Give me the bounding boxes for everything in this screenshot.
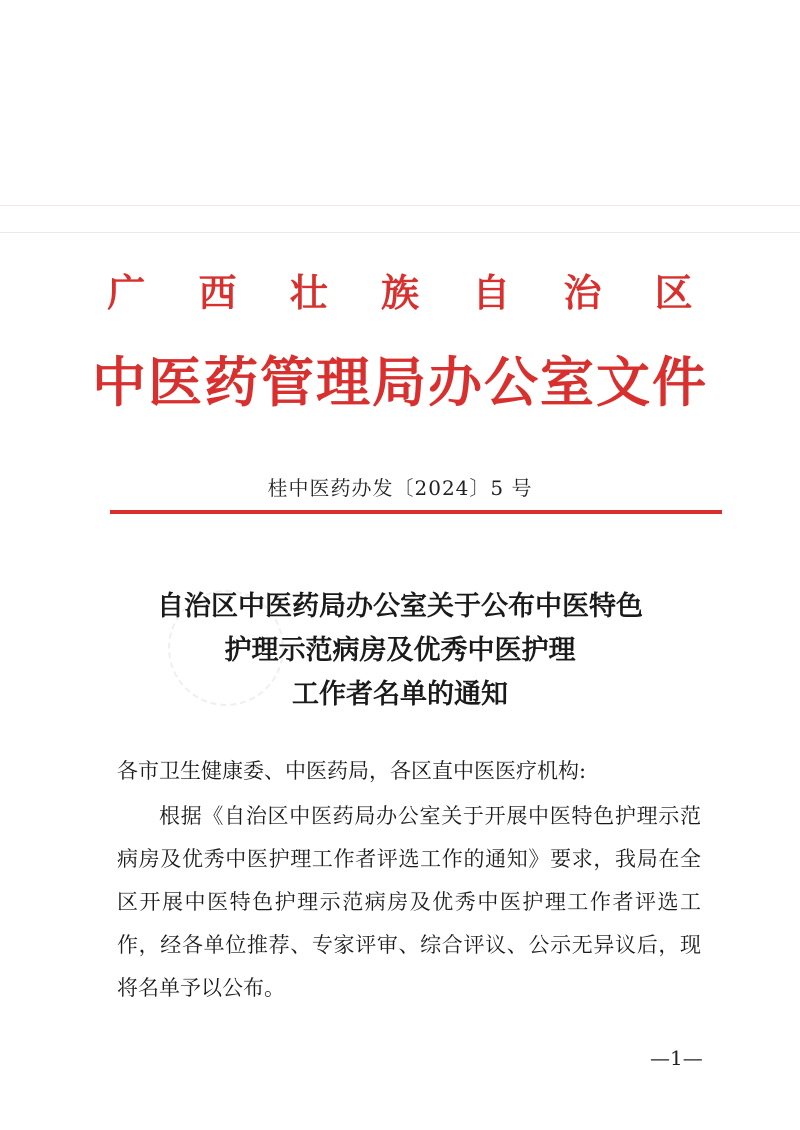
paragraph-line: 根据《自治区中医药局办公室关于开展中医特色护理示范 xyxy=(159,804,701,828)
page-number: —1— xyxy=(650,1046,703,1070)
paragraph-line: 作，经各单位推荐、专家评审、综合评议、公示无异议后，现 xyxy=(117,933,701,957)
scan-artifact-line xyxy=(0,232,800,233)
red-separator-rule xyxy=(110,510,722,514)
paragraph-line: 病房及优秀中医护理工作者评选工作的通知》要求，我局在全 xyxy=(117,847,701,871)
scan-artifact-line xyxy=(0,205,800,206)
salutation: 各市卫生健康委、中医药局，各区直中医医疗机构: xyxy=(117,759,587,783)
title-line: 工作者名单的通知 xyxy=(292,679,508,710)
title-line: 护理示范病房及优秀中医护理 xyxy=(224,635,576,666)
title-line: 自治区中医药局办公室关于公布中医特色 xyxy=(157,591,643,622)
issuer-region: 广 西 壮 族 自 治 区 xyxy=(107,270,713,315)
issuer-office: 中医药管理局办公室文件 xyxy=(92,350,708,414)
document-title xyxy=(0,585,800,717)
paragraph-line: 区开展中医特色护理示范病房及优秀中医护理工作者评选工 xyxy=(117,890,701,914)
document-number: 桂中医药办发〔2024〕5 号 xyxy=(267,476,533,500)
paragraph-line: 将名单予以公布。 xyxy=(117,976,285,1000)
body-paragraph xyxy=(117,795,701,1010)
